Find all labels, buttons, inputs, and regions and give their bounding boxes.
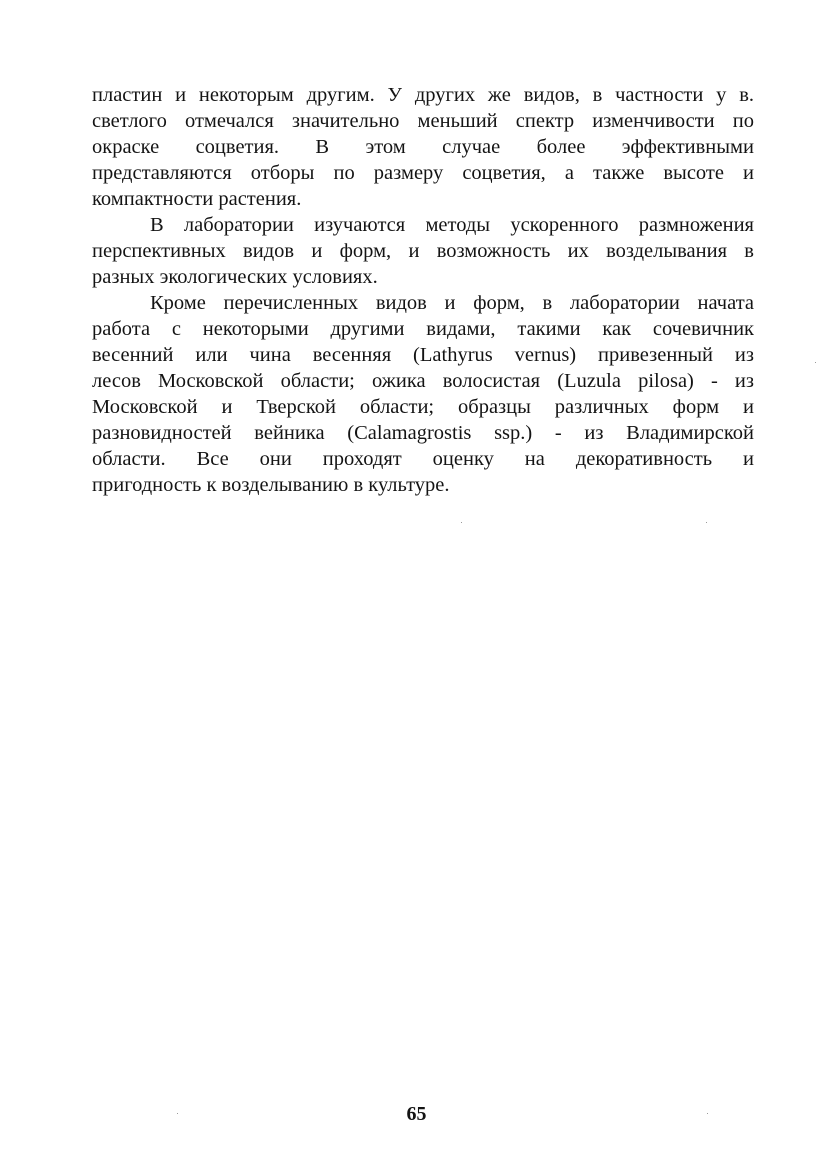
text-line: окраске соцветия. В этом случае более эффективными: [92, 136, 754, 158]
scan-speck: [177, 1113, 178, 1114]
text-line: представляются отборы по размеру соцветия, а также высоте и: [92, 162, 754, 184]
text-line: разных экологических условиях.: [92, 266, 378, 288]
text-line: работа с некоторыми другими видами, такими как сочевичник: [92, 318, 754, 340]
scan-speck: [461, 522, 462, 523]
text-line: лесов Московской области; ожика волосистая (Luzula pilosa) - из: [92, 370, 754, 392]
scan-speck: [706, 522, 707, 523]
text-line: светлого отмечался значительно меньший спектр изменчивости по: [92, 110, 754, 132]
text-line: пригодность к возделыванию в культуре.: [92, 474, 450, 496]
text-line: Кроме перечисленных видов и форм, в лаборатории начата: [150, 292, 754, 314]
text-line: перспективных видов и форм, и возможность их возделывания в: [92, 240, 754, 262]
page-number: 65: [406, 1103, 427, 1125]
text-line: области. Все они проходят оценку на декоративность и: [92, 448, 754, 470]
text-line: Московской и Тверской области; образцы различных форм и: [92, 396, 754, 418]
text-line: компактности растения.: [92, 188, 302, 210]
text-line: пластин и некоторым другим. У других же видов, в частности у в.: [92, 84, 754, 106]
paragraph-3: [92, 290, 754, 498]
paragraph-1: [92, 82, 754, 212]
text-line: весенний или чина весенняя (Lathyrus vernus) привезенный из: [92, 344, 754, 366]
paragraph-2: [92, 212, 754, 290]
scan-speck: [815, 362, 816, 363]
scan-speck: [707, 1113, 708, 1114]
text-line: В лаборатории изучаются методы ускоренного размножения: [150, 214, 754, 236]
text-line: разновидностей вейника (Calamagrostis ssp.) - из Владимирской: [92, 422, 754, 444]
page-body: [92, 82, 754, 498]
